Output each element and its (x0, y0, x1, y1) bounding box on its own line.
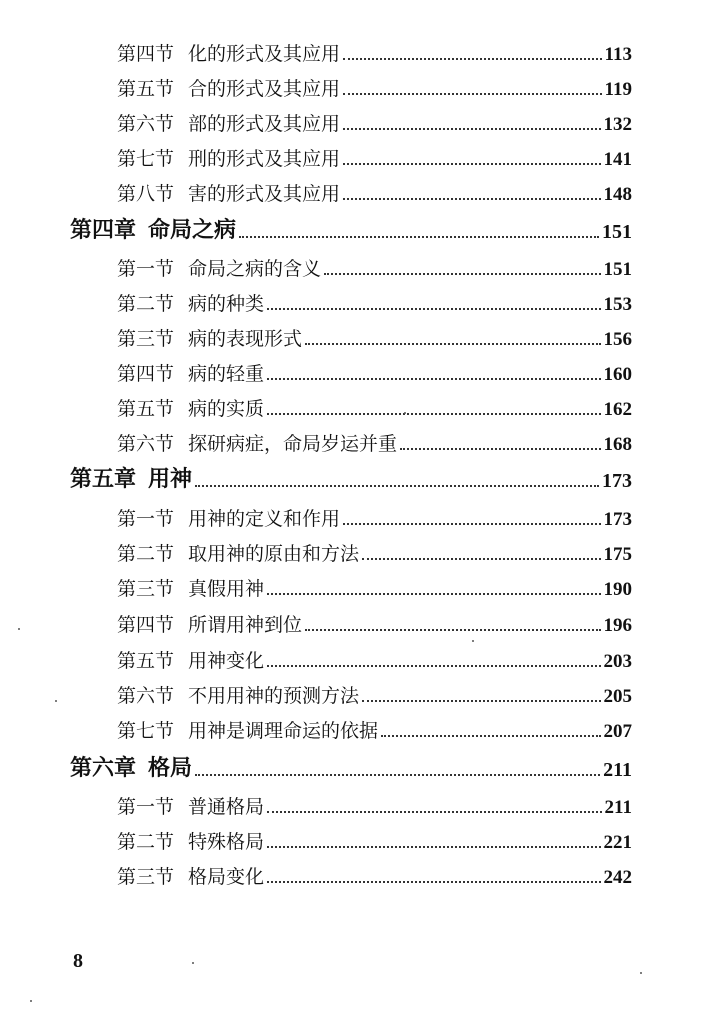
section-number: 第六节 (117, 113, 175, 135)
dot-leader (195, 774, 600, 776)
section-page-number: 113 (604, 44, 632, 65)
section-number: 第四节 (117, 43, 175, 65)
section-title: 普通格局 (188, 796, 265, 818)
section-number: 第三节 (117, 866, 175, 888)
dot-leader (343, 523, 600, 525)
section-page-number: 205 (603, 686, 632, 707)
dot-leader (343, 163, 600, 165)
section-title: 刑的形式及其应用 (188, 148, 341, 170)
dot-leader (381, 735, 600, 737)
scan-speck (192, 962, 194, 964)
section-page-number: 141 (603, 149, 632, 170)
section-page-number: 211 (604, 797, 632, 818)
section-title: 取用神的原由和方法 (188, 543, 360, 565)
section-page-number: 190 (603, 579, 632, 600)
section-page-number: 153 (603, 294, 632, 315)
toc-entry-section (117, 393, 632, 421)
section-title: 探研病症，命局岁运并重 (188, 433, 398, 455)
section-title: 病的实质 (188, 398, 265, 420)
section-title: 化的形式及其应用 (188, 43, 341, 65)
toc-entry-section (117, 680, 632, 708)
section-title: 害的形式及其应用 (188, 183, 341, 205)
dot-leader (343, 93, 602, 95)
section-page-number: 221 (603, 832, 632, 853)
toc-entry-section (117, 791, 632, 819)
toc-entry-section (117, 573, 632, 601)
dot-leader (267, 378, 600, 380)
section-title: 用神的定义和作用 (188, 508, 341, 530)
section-title: 真假用神 (188, 578, 265, 600)
dot-leader (267, 665, 600, 667)
section-number: 第八节 (117, 183, 175, 205)
section-title: 用神是调理命运的依据 (188, 720, 379, 742)
section-page-number: 162 (603, 399, 632, 420)
chapter-title: 格局 (148, 756, 193, 781)
toc-entry-section (117, 715, 632, 743)
section-title: 用神变化 (188, 650, 265, 672)
dot-leader (195, 485, 599, 487)
section-number: 第二节 (117, 543, 175, 565)
section-page-number: 242 (603, 867, 632, 888)
section-page-number: 207 (603, 721, 632, 742)
section-title: 病的表现形式 (188, 328, 303, 350)
toc-entry-section (117, 288, 632, 316)
section-page-number: 132 (603, 114, 632, 135)
dot-leader (324, 273, 600, 275)
scan-speck (404, 412, 406, 414)
scan-speck (18, 628, 20, 630)
section-title: 不用用神的预测方法 (188, 685, 360, 707)
toc-entry-section (117, 143, 632, 171)
chapter-title: 用神 (148, 467, 193, 492)
toc-entry-section (117, 826, 632, 854)
section-title: 部的形式及其应用 (188, 113, 341, 135)
section-title: 命局之病的含义 (188, 258, 322, 280)
section-number: 第三节 (117, 578, 175, 600)
chapter-number: 第六章 (70, 756, 137, 781)
toc-entry-chapter (70, 752, 632, 782)
dot-leader (400, 448, 600, 450)
section-number: 第二节 (117, 293, 175, 315)
toc-entry-section (117, 253, 632, 281)
section-number: 第六节 (117, 433, 175, 455)
section-number: 第二节 (117, 831, 175, 853)
dot-leader (362, 700, 600, 702)
toc-entry-section (117, 503, 632, 531)
dot-leader (343, 58, 602, 60)
section-number: 第七节 (117, 148, 175, 170)
dot-leader (267, 811, 602, 813)
section-number: 第三节 (117, 328, 175, 350)
section-number: 第一节 (117, 508, 175, 530)
chapter-page-number: 173 (602, 470, 632, 492)
toc-entry-section (117, 323, 632, 351)
section-page-number: 156 (603, 329, 632, 350)
dot-leader (239, 236, 599, 238)
dot-leader (267, 413, 600, 415)
section-number: 第五节 (117, 398, 175, 420)
chapter-page-number: 151 (602, 221, 632, 243)
section-number: 第四节 (117, 363, 175, 385)
toc-entry-section (117, 38, 632, 66)
section-page-number: 173 (603, 509, 632, 530)
section-title: 病的种类 (188, 293, 265, 315)
toc-entry-section (117, 609, 632, 637)
toc-entry-chapter (70, 463, 632, 493)
dot-leader (267, 593, 600, 595)
section-title: 所谓用神到位 (188, 614, 303, 636)
dot-leader (305, 343, 600, 345)
scan-speck (55, 700, 57, 702)
page-number: 8 (73, 950, 83, 972)
toc-entry-section (117, 358, 632, 386)
section-number: 第一节 (117, 258, 175, 280)
toc-entry-chapter (70, 214, 632, 244)
section-page-number: 160 (603, 364, 632, 385)
section-page-number: 175 (603, 544, 632, 565)
scan-speck (640, 972, 642, 974)
dot-leader (343, 198, 600, 200)
dot-leader (267, 881, 600, 883)
dot-leader (305, 629, 600, 631)
section-page-number: 119 (604, 79, 632, 100)
toc-entry-section (117, 108, 632, 136)
toc-entry-section (117, 538, 632, 566)
section-title: 病的轻重 (188, 363, 265, 385)
section-number: 第七节 (117, 720, 175, 742)
section-number: 第四节 (117, 614, 175, 636)
scan-speck (472, 640, 474, 642)
section-page-number: 196 (603, 615, 632, 636)
dot-leader (343, 128, 600, 130)
chapter-page-number: 211 (603, 759, 632, 781)
section-page-number: 203 (603, 651, 632, 672)
section-number: 第五节 (117, 78, 175, 100)
dot-leader (267, 846, 600, 848)
section-page-number: 168 (603, 434, 632, 455)
toc-entry-section (117, 428, 632, 456)
section-page-number: 151 (603, 259, 632, 280)
dot-leader (362, 558, 600, 560)
chapter-number: 第四章 (70, 218, 137, 243)
scan-speck (30, 1000, 32, 1002)
chapter-number: 第五章 (70, 467, 137, 492)
toc-entry-section (117, 645, 632, 673)
toc-entry-section (117, 73, 632, 101)
dot-leader (267, 308, 600, 310)
section-number: 第五节 (117, 650, 175, 672)
section-page-number: 148 (603, 184, 632, 205)
section-title: 特殊格局 (188, 831, 265, 853)
toc-entry-section (117, 861, 632, 889)
section-number: 第一节 (117, 796, 175, 818)
section-number: 第六节 (117, 685, 175, 707)
toc-entry-section (117, 178, 632, 206)
chapter-title: 命局之病 (148, 218, 237, 243)
section-title: 格局变化 (188, 866, 265, 888)
section-title: 合的形式及其应用 (188, 78, 341, 100)
